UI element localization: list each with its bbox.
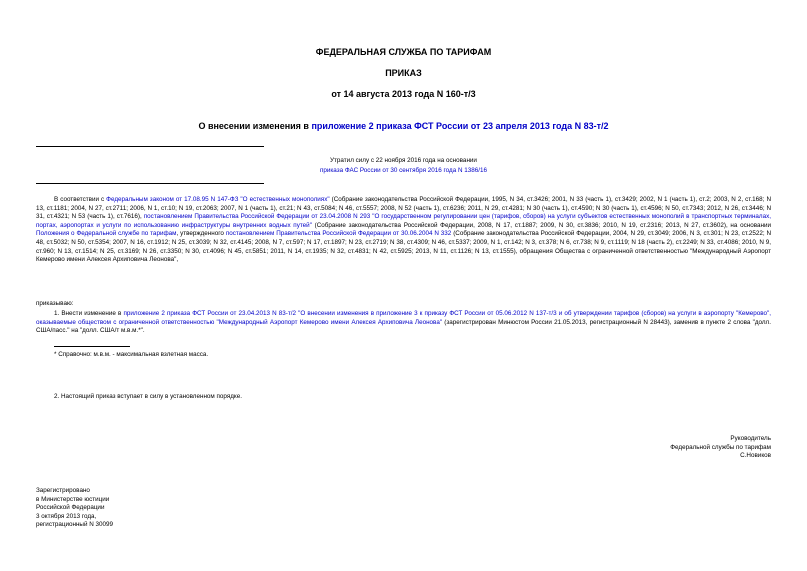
registration-block [36,487,113,530]
status-line-1: Утратил силу с 22 ноября 2016 года на основании [330,157,477,164]
signature-line-2: Федеральной службы по тарифам [670,443,771,451]
fst-regulation-link[interactable]: Положения о Федеральной службе по тарифам [36,230,177,238]
doc-type-heading: ПРИКАЗ [385,68,422,78]
registration-line-3: Российской Федерации [36,504,105,512]
agency-heading: ФЕДЕРАЛЬНАЯ СЛУЖБА ПО ТАРИФАМ [315,47,492,57]
title-prefix: О внесении изменения в [198,121,312,131]
item-2-paragraph: 2. Настоящий приказ вступает в силу в установленном порядке. [54,393,243,400]
registration-line-4: 3 октября 2013 года, [36,512,97,520]
preamble-text-4: , утвержденного [176,230,226,238]
signature-line-3: С.Новиков [740,452,771,460]
resolution-332-link[interactable]: постановлением Правительства Российской Федерации от 30.06.2004 N 332 [225,230,452,238]
order-83-link[interactable]: приложение 2 приказа ФСТ России от 23.04.2013 N 83-т/2 "О внесении изменения в приложение 3 к приказу ФСТ России от 05.06.2012 N 137-т/3 и об утверждении тарифов (сборов) на услуги в аэропорту "Кемерово", оказываемые обществом с ограниченной ответственностью "Международный Аэропорт Кемерово имени Алексея Архиповича Леонова" [36,310,771,326]
law-147-link[interactable]: Федеральным законом от 17.08.95 N 147-ФЗ "О естественных монополиях" [106,196,330,203]
date-number-heading: от 14 августа 2013 года N 160-т/3 [331,89,476,99]
preamble-text-5: (Собрание законодательства Российской Федерации, 2004, N 29, ст.3049; 2006, N 3, ст.301; N 23, ст.2522; N 48, ст.5032; N 50, ст.5354; 2007, N 16, ст.1912; N 25, ст.3039; N 32, ст.4145; 2008, N 7, ст.597; N 17, ст.1897; N 23, ст.2719; N 38, ст.4309; N 46, ст.5337; 2009, N 1, ст.142; N 3, ст.378; N 6, ст.738; N 9, ст.1119; N 18 (часть 2), ст.2249; N 33, ст.4086; 2010, N 9, ст.960; N 13, ст.1514; N 25, ст.3169; N 26, ст.3350; N 30, ст.4096; N 45, ст.5851; 2011, N 14, ст.1935; N 32, ст.4831; N 42, ст.5925; 2013, N 11, ст.1126; N 13, ст.1555), обращения Общества с ограниченной ответственностью "Международный Аэропорт Кемерово имени Алексея Архиповича Леонова", [36,230,772,264]
document-title [0,121,807,131]
signature-block [670,435,771,461]
order-word: приказываю: [36,300,74,307]
footnote: * Справочно: м.в.м. - максимальная взлетная масса. [54,351,209,358]
resolution-293-link[interactable]: постановлением Правительства Российской Федерации от 23.04.2008 N 293 "О государственном регулировании цен (тарифов, сборов) на услуги субъектов естественных монополий в транспортных терминалах, портах, аэропортах и услуги по использованию инфраструктуры внутренних водных путей" [36,213,772,229]
status-bottom-rule [36,183,264,184]
registration-line-5: регистрационный N 30099 [36,521,114,529]
preamble-text-2: (Собрание законодательства Российской Федерации, 1995, N 34, ст.3426; 2001, N 33 (часть 1), ст.3429; 2002, N 1 (часть 1), ст.2; 2003, N 2, ст.168; N 13, ст.1181; 2004, N 27, ст.2711; 2006, N 1, ст.10; N 19, ст.2063; 2007, N 1 (часть 1), ст.21; N 43, ст.5084; N 46, ст.5557; 2008, N 52 (часть 1), ст.6236; 2011, N 29, ст.4281; N 30 (часть 1), ст.4590; N 30 (часть 1), ст.4596; N 50, ст.7343; 2012, N 26, ст.3446; N 31, ст.4321; N 53 (часть 1), ст.7616), [36,196,772,221]
item-1-text-1: 1. Внести изменение в [54,310,124,317]
signature-line-1: Руководитель [730,435,771,442]
preamble-text-1: В соответствии с [54,196,107,203]
footnote-rule [54,346,130,347]
item-1-paragraph [36,310,771,336]
preamble-text-3: (Собрание законодательства Российской Федерации, 2008, N 17, ст.1887; 2009, N 30, ст.3836; 2010, N 19, ст.2316; 2013, N 27, ст.3602), на основании [311,221,771,229]
item-1-text-2: (зарегистрирован Минюстом России 21.05.2013, регистрационный N 28443), заменив в пункте 2 слова "долл. США/пасс." на "долл. США/т м.в.м.*". [36,318,771,335]
status-link[interactable]: приказа ФАС России от 30 сентября 2016 года N 1386/16 [319,167,488,174]
preamble-paragraph [36,196,771,265]
status-top-rule [36,146,264,147]
title-link[interactable]: приложение 2 приказа ФСТ России от 23 апреля 2013 года N 83-т/2 [311,121,609,131]
registration-line-2: в Министерстве юстиции [36,495,110,503]
registration-line-1: Зарегистрировано [36,487,90,494]
